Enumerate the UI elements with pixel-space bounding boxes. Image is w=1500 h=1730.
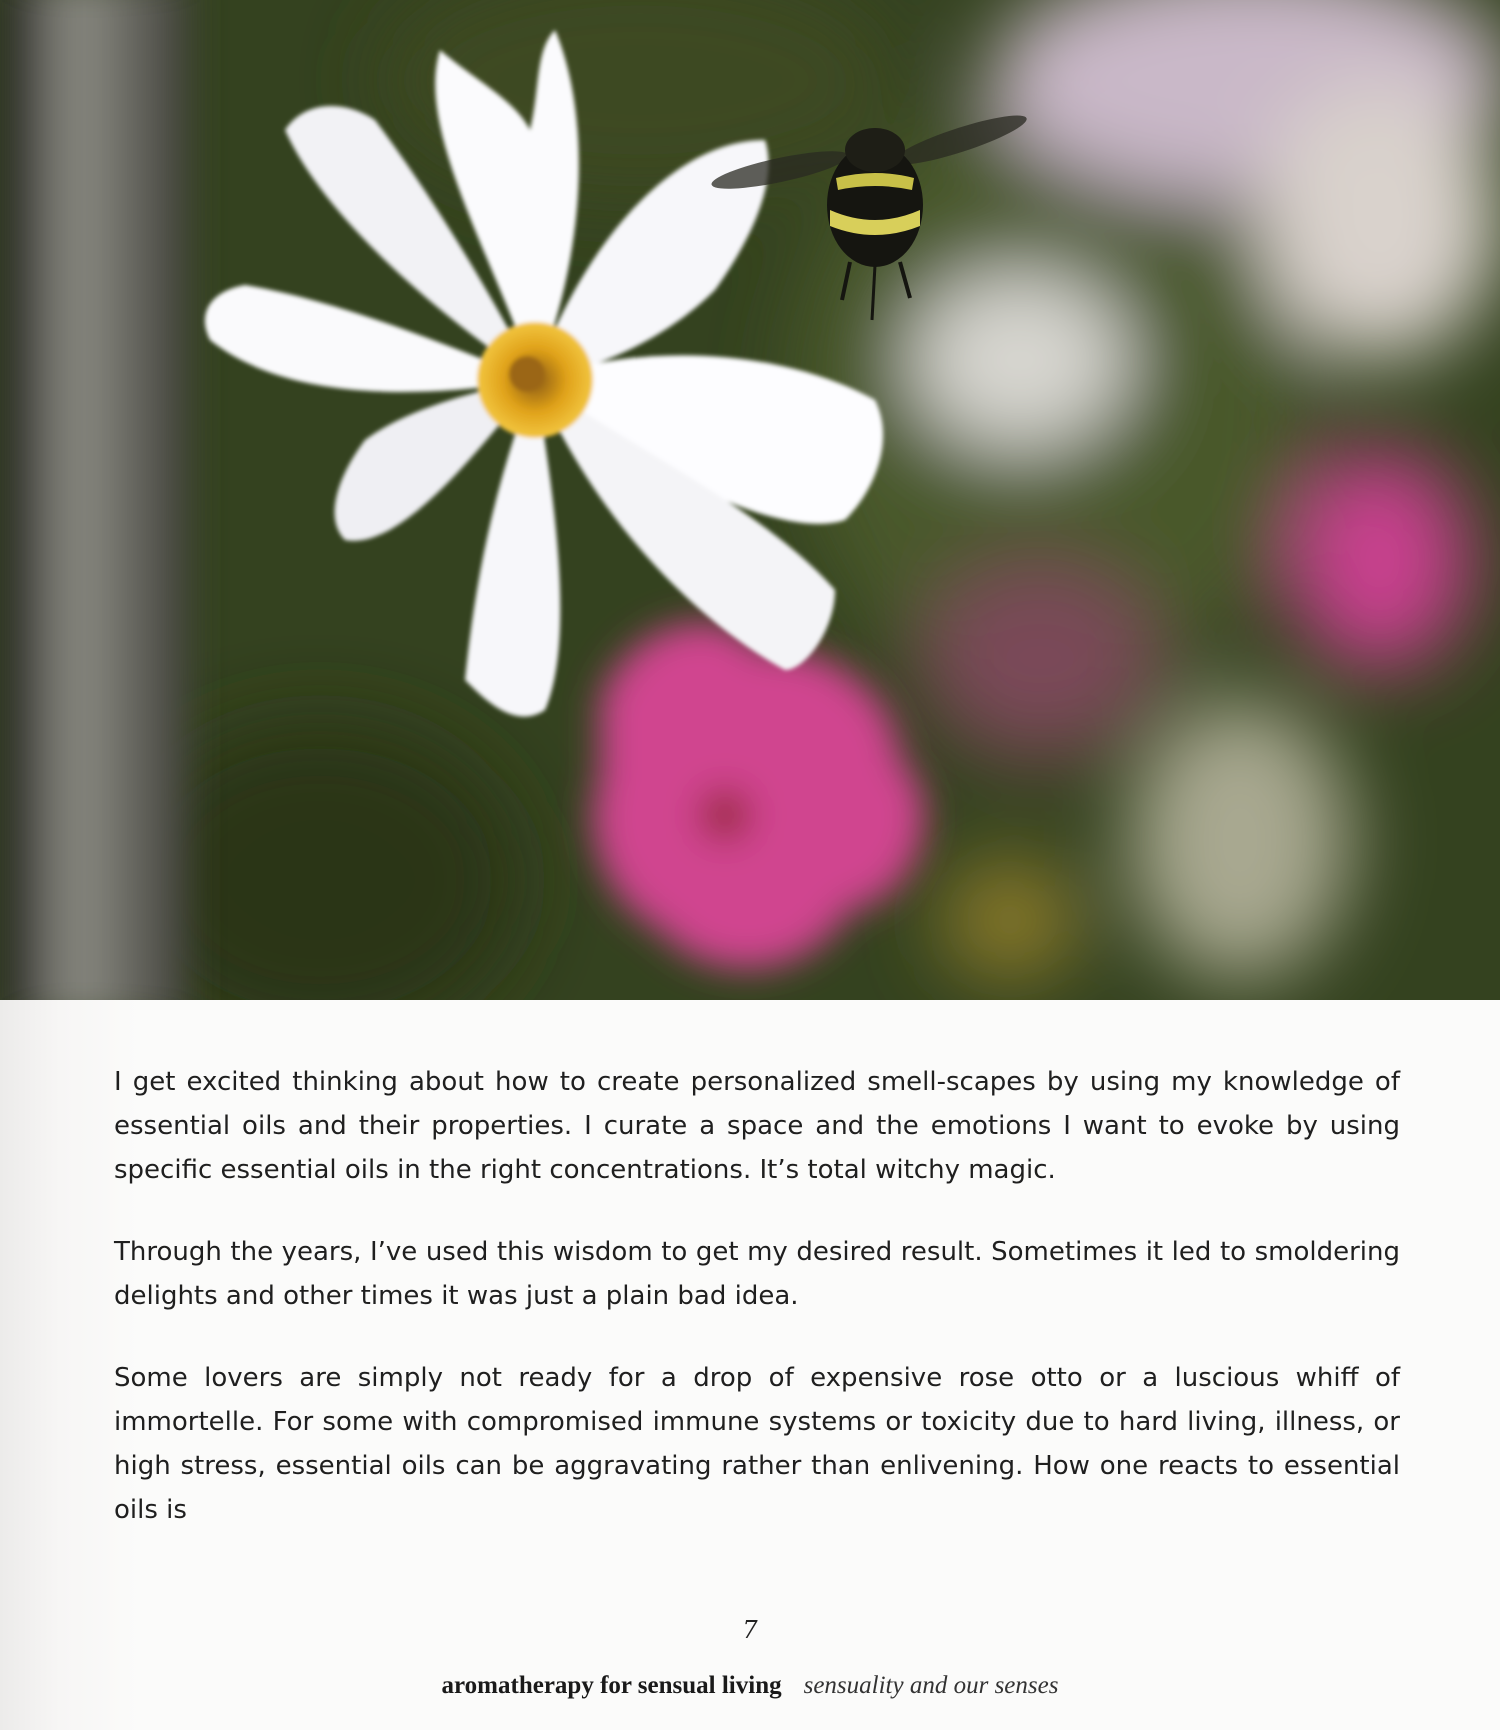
paragraph: Some lovers are simply not ready for a drop of expensive rose otto or a luscious whiff of immortelle. For some with compromised immune systems or toxicity due to hard living, illness, or high stress, essential oils can be aggravating rather than enlivening. How one reacts to essential oils is [114, 1363, 1400, 1525]
paragraph: Through the years, I’ve used this wisdom to get my desired result. Sometimes it led to smoldering delights and other times it was just a plain bad idea. [114, 1237, 1400, 1311]
running-footer [0, 1672, 1500, 1700]
page-number: 7 [742, 1616, 758, 1644]
chapter-title: sensuality and our senses [803, 1672, 1059, 1699]
book-title: aromatherapy for sensual living [441, 1672, 782, 1699]
paragraph: I get excited thinking about how to create personalized smell-scapes by using my knowledge of essential oils and their properties. I curate a space and the emotions I want to evoke by using specific essential oils in the right concentrations. It’s total witchy magic. [114, 1067, 1400, 1185]
body-text [114, 1060, 1400, 1570]
